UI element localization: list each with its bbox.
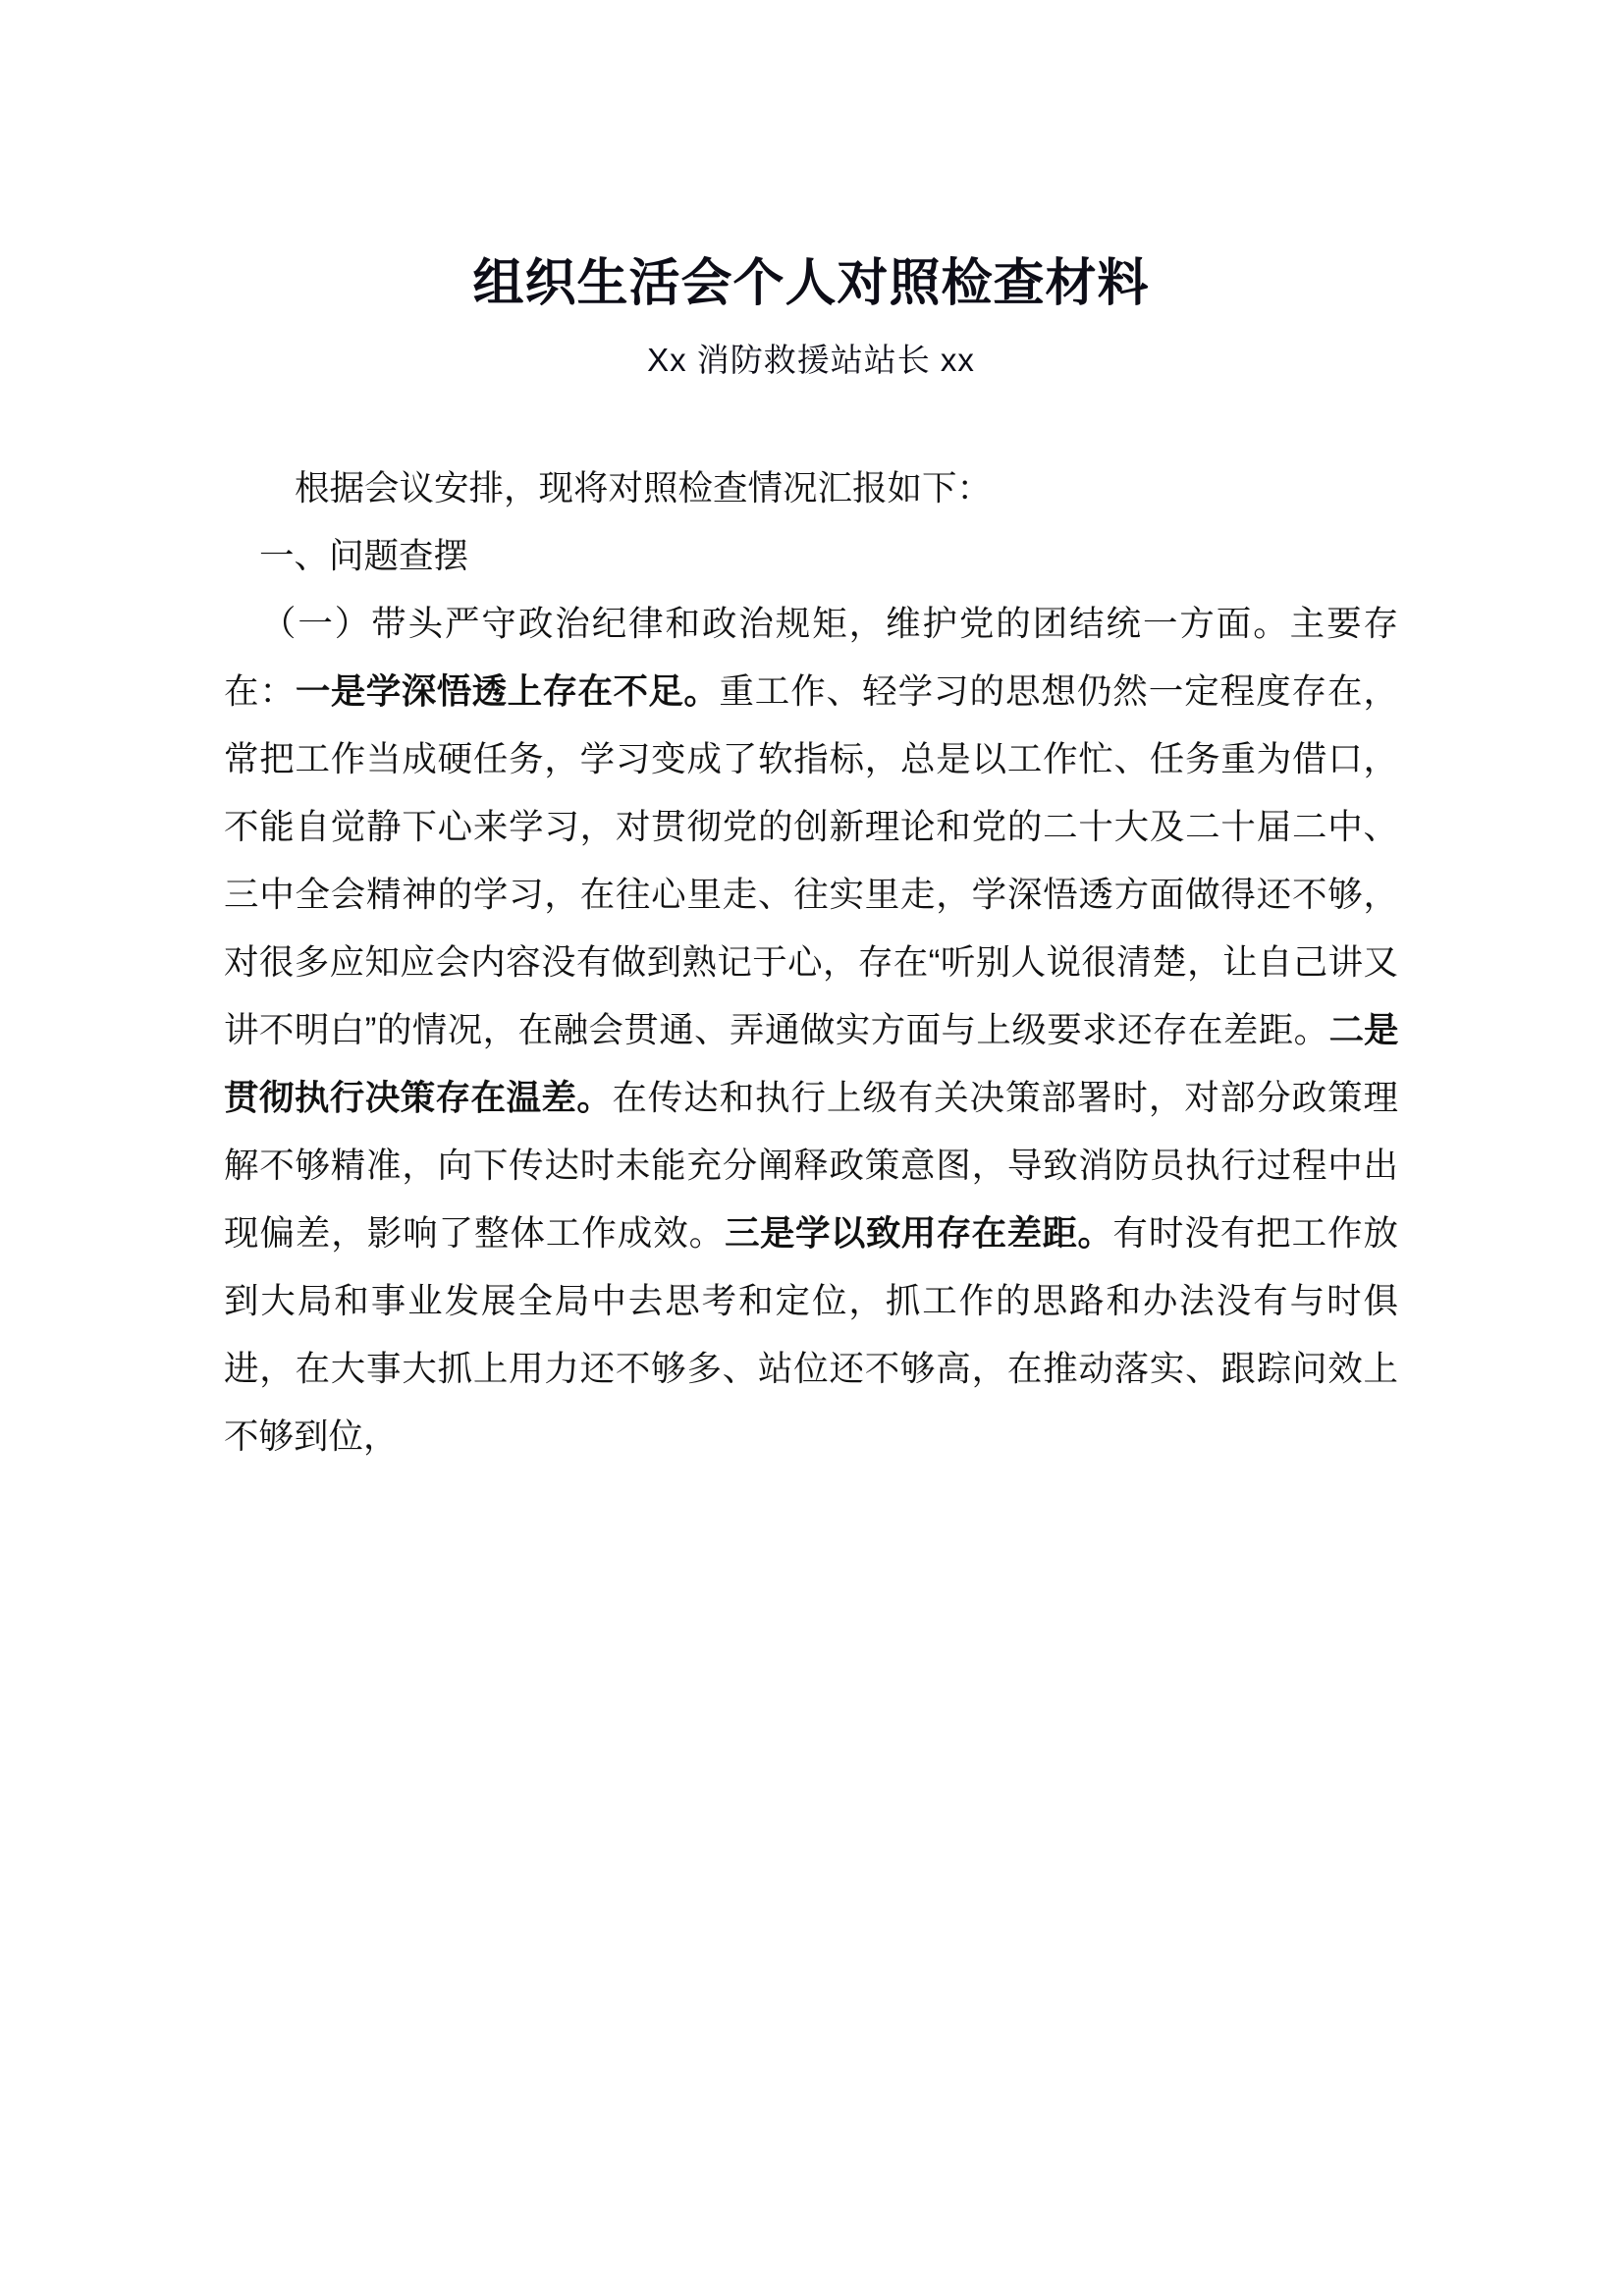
document-subtitle: Xx 消防救援站站长 xx [647,342,975,379]
page-title: 组织生活会个人对照检查材料 [472,255,1150,312]
item1-bold1: 一是学深悟透上存在不足。 [295,671,720,712]
page-content [224,0,1398,1470]
item1-part1: （一）带头严守政治纪律和政治规矩，维护党的团结统一方面。主要存在： [224,604,1398,712]
item1-part2: 重工作、轻学习的思想仍然一定程度存在，常把工作当成硬任务，学习变成了软指标，总是以工作忙、任务重为借口，不能自觉静下心来学习，对贯彻党的创新理论和党的二十大及二十届二中、三中全会精神的学习，在往心里走、往实里走，学深悟透方面做得还不够，对很多应知应会内容没有做到熟记于心，存在“听别人说很清楚，让自己讲又讲不明白”的情况，在融会贯通、弄通做实方面与上级要求还存在差距。 [224,671,1398,1050]
document-body [224,382,1398,1470]
item1-part4: 有时没有把工作放到大局和事业发展全局中去思考和定位，抓工作的思路和办法没有与时俱进，在大事大抓上用力还不够多、站位还不够高，在推动落实、跟踪问效上不够到位， [224,1213,1398,1457]
paragraph-intro [224,454,1398,522]
item1-part3: 在传达和执行上级有关决策部署时，对部分政策理解不够精准，向下传达时未能充分阐释政策意图，导致消防员执行过程中出现偏差，影响了整体工作成效。 [224,1078,1398,1254]
paragraph-item-1 [224,590,1398,1470]
item1-bold2: 二是贯彻执行决策存在温差。 [224,1010,1398,1118]
section-heading-text: 一、问题查摆 [259,536,469,576]
intro-text: 根据会议安排，现将对照检查情况汇报如下： [295,468,993,508]
item1-bold3: 三是学以致用存在差距。 [725,1213,1113,1254]
section-heading-1 [224,522,1398,590]
